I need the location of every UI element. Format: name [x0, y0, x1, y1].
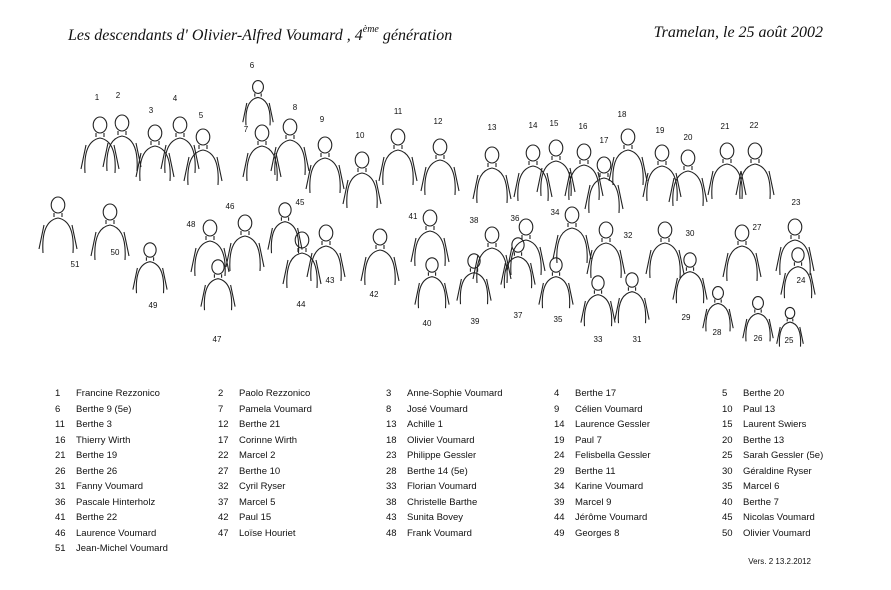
legend-entry: [386, 526, 554, 542]
legend-entry: [55, 495, 218, 511]
legend-name: Philippe Gessler: [407, 450, 477, 461]
legend-name: Berthe 14 (5e): [407, 465, 468, 477]
legend-number: 27: [218, 465, 229, 477]
person-number-label: 49: [148, 301, 158, 310]
legend-name: Berthe 19: [76, 450, 118, 461]
legend-number: 32: [218, 481, 229, 492]
legend-number: 29: [554, 465, 565, 477]
person-number-label: 40: [422, 319, 432, 328]
person-number-label: 43: [325, 276, 335, 285]
legend-name: Berthe 17: [575, 388, 617, 399]
legend-number: 8: [386, 403, 392, 415]
person-number-label: 18: [617, 110, 627, 119]
person-figure: [473, 147, 511, 203]
person-figure: [191, 220, 229, 276]
person-figure: [283, 232, 321, 288]
person-number-label: 27: [752, 223, 762, 232]
person-number-label: 4: [172, 94, 178, 103]
legend-name: Fanny Voumard: [76, 481, 144, 492]
legend-name: Anne-Sophie Voumard: [407, 388, 503, 399]
person-number-label: 37: [513, 311, 523, 320]
title-generation-superscript: ème: [362, 24, 379, 35]
person-number-label: 30: [685, 229, 695, 238]
legend-number: 10: [722, 403, 733, 415]
legend-entry: [218, 464, 386, 480]
person-number-label: 9: [319, 115, 325, 124]
person-number-label: 34: [550, 208, 560, 217]
legend-name: Berthe 11: [575, 465, 616, 477]
legend-name: Francine Rezzonico: [76, 388, 160, 399]
person-figure: [587, 222, 625, 278]
legend-number: 26: [55, 465, 66, 477]
person-figure: [184, 129, 222, 185]
legend-name: Laurent Swiers: [743, 419, 807, 430]
legend-name: Christelle Barthe: [407, 496, 478, 508]
legend: [55, 386, 832, 557]
legend-entry: [386, 433, 554, 449]
person-figure: [643, 145, 681, 201]
legend-name: Marcel 9: [575, 496, 612, 508]
legend-name: Jean-Michel Voumard: [76, 543, 168, 554]
legend-name: Célien Voumard: [575, 403, 643, 415]
legend-number: 34: [554, 481, 565, 492]
legend-name: José Voumard: [407, 403, 468, 415]
person-number-label: 8: [292, 103, 298, 112]
legend-name: Paul 7: [575, 434, 602, 446]
legend-name: Achille 1: [407, 419, 443, 430]
legend-entry: [722, 464, 832, 480]
person-number-label: 17: [599, 136, 609, 145]
legend-number: 41: [55, 512, 66, 523]
legend-entry: [218, 386, 386, 402]
legend-number: 12: [218, 419, 229, 430]
legend-number: 7: [218, 403, 224, 415]
legend-entry: [55, 433, 218, 449]
person-number-label: 28: [712, 328, 722, 337]
legend-name: Berthe 21: [239, 419, 281, 430]
person-number-label: 16: [578, 122, 588, 131]
legend-entry: [386, 402, 554, 418]
legend-number: 33: [386, 481, 397, 492]
person-figure: [39, 197, 77, 253]
legend-name: Berthe 9 (5e): [76, 403, 132, 415]
legend-entry: [218, 510, 386, 526]
legend-number: 49: [554, 527, 565, 539]
legend-number: 37: [218, 496, 229, 508]
legend-number: 38: [386, 496, 397, 508]
legend-number: 15: [722, 419, 733, 430]
legend-entry: [722, 448, 832, 464]
legend-name: Berthe 10: [239, 465, 281, 477]
person-figure: [507, 219, 545, 275]
legend-entry: [386, 495, 554, 511]
person-figure: [673, 253, 707, 303]
legend-entry: [386, 417, 554, 433]
person-number-label: 33: [593, 335, 603, 344]
legend-name: Olivier Voumard: [407, 434, 475, 446]
person-number-label: 50: [110, 248, 120, 257]
legend-number: 45: [722, 512, 733, 523]
legend-entry: [55, 386, 218, 402]
legend-entry: [386, 479, 554, 495]
title-generation-word: génération: [382, 27, 453, 44]
legend-number: 21: [55, 450, 66, 461]
legend-number: 51: [55, 543, 66, 554]
person-number-label: 36: [510, 214, 520, 223]
person-figure: [161, 117, 199, 173]
legend-number: 39: [554, 496, 565, 508]
person-number-label: 31: [632, 335, 642, 344]
legend-entry: [218, 526, 386, 542]
person-number-label: 48: [186, 220, 196, 229]
legend-entry: [722, 386, 832, 402]
person-number-label: 5: [198, 111, 204, 120]
legend-entry: [722, 526, 832, 542]
person-number-label: 35: [553, 315, 563, 324]
legend-entry: [554, 495, 722, 511]
legend-name: Paul 15: [239, 512, 272, 523]
legend-number: 4: [554, 388, 560, 399]
person-number-label: 38: [469, 216, 479, 225]
place-date: Tramelan, le 25 août 2002: [653, 24, 823, 41]
legend-number: 17: [218, 434, 229, 446]
person-figure: [307, 225, 345, 281]
legend-entry: [55, 541, 218, 557]
person-figure: [457, 254, 491, 304]
legend-number: 42: [218, 512, 229, 523]
legend-name: Pascale Hinterholz: [76, 496, 156, 508]
legend-number: 44: [554, 512, 565, 523]
legend-number: 5: [722, 388, 728, 399]
legend-number: 31: [55, 481, 66, 492]
person-number-label: 6: [249, 61, 255, 70]
person-number-label: 22: [749, 121, 759, 130]
legend-entry: [55, 402, 218, 418]
legend-entry: [554, 510, 722, 526]
person-figure: [133, 243, 167, 293]
person-number-label: 10: [355, 131, 365, 140]
person-number-label: 32: [623, 231, 633, 240]
person-figure: [776, 219, 814, 275]
legend-entry: [554, 417, 722, 433]
legend-number: 43: [386, 512, 397, 523]
legend-number: 25: [722, 450, 733, 461]
person-figure: [581, 276, 615, 326]
legend-number: 40: [722, 496, 733, 508]
person-number-label: 12: [433, 117, 443, 126]
legend-entry: [722, 417, 832, 433]
legend-entry: [55, 417, 218, 433]
person-figure: [703, 287, 733, 332]
legend-entry: [722, 433, 832, 449]
person-number-label: 46: [225, 202, 235, 211]
legend-name: Paolo Rezzonico: [239, 388, 311, 399]
legend-entry: [218, 402, 386, 418]
person-number-label: 13: [487, 123, 497, 132]
title-generation-number: 4: [354, 27, 363, 44]
legend-number: 9: [554, 403, 560, 415]
legend-entry: [554, 464, 722, 480]
person-number-label: 51: [70, 260, 80, 269]
legend-name: Marcel 2: [239, 450, 276, 461]
person-figure: [609, 129, 647, 185]
person-number-label: 21: [720, 122, 730, 131]
legend-entry: [554, 526, 722, 542]
legend-number: 14: [554, 419, 565, 430]
legend-entry: [554, 402, 722, 418]
person-figure: [81, 117, 119, 173]
legend-name: Georges 8: [575, 527, 620, 539]
legend-number: 24: [554, 450, 565, 461]
person-number-label: 24: [796, 276, 806, 285]
legend-number: 16: [55, 434, 66, 446]
legend-name: Karine Voumard: [575, 481, 644, 492]
legend-number: 20: [722, 434, 733, 446]
person-figure: [723, 225, 761, 281]
legend-number: 28: [386, 465, 397, 477]
person-number-label: 45: [295, 198, 305, 207]
legend-entry: [218, 495, 386, 511]
person-number-label: 15: [549, 119, 559, 128]
legend-number: 46: [55, 527, 66, 539]
legend-entry: [722, 510, 832, 526]
person-figure: [243, 81, 273, 126]
legend-entry: [218, 417, 386, 433]
legend-name: Berthe 7: [743, 496, 779, 508]
person-number-label: 47: [212, 335, 222, 344]
legend-entry: [218, 448, 386, 464]
legend-number: 35: [722, 481, 733, 492]
person-figure: [343, 152, 381, 208]
person-figure: [306, 137, 344, 193]
person-number-label: 7: [243, 125, 249, 134]
person-figure: [514, 145, 552, 201]
legend-name: Sunita Bovey: [407, 512, 463, 523]
person-number-label: 26: [753, 334, 763, 343]
legend-name: Berthe 20: [743, 388, 785, 399]
legend-entry: [554, 448, 722, 464]
legend-number: 22: [218, 450, 229, 461]
person-number-label: 2: [115, 91, 121, 100]
legend-entry: [722, 479, 832, 495]
person-figure: [415, 258, 449, 308]
person-number-label: 11: [393, 107, 403, 116]
legend-name: Olivier Voumard: [743, 527, 811, 539]
legend-name: Loïse Houriet: [239, 527, 296, 539]
legend-name: Frank Voumard: [407, 527, 472, 539]
person-figure: [379, 129, 417, 185]
legend-number: 23: [386, 450, 397, 461]
legend-entry: [218, 433, 386, 449]
person-figure: [615, 273, 649, 323]
legend-number: 11: [55, 419, 65, 430]
legend-number: 1: [55, 388, 61, 399]
person-figure: [226, 215, 264, 271]
legend-number: 19: [554, 434, 565, 446]
legend-entry: [55, 464, 218, 480]
legend-entry: [55, 526, 218, 542]
legend-entry: [722, 402, 832, 418]
legend-name: Paul 13: [743, 403, 776, 415]
legend-entry: [386, 448, 554, 464]
title-main: Les descendants d' Olivier-Alfred Voumard ,: [68, 27, 351, 44]
legend-name: Marcel 6: [743, 481, 780, 492]
legend-entry: [386, 510, 554, 526]
person-number-label: 1: [94, 93, 100, 102]
person-number-label: 19: [655, 126, 665, 135]
legend-entry: [218, 479, 386, 495]
person-number-label: 25: [784, 336, 794, 345]
document-title: [68, 24, 452, 45]
legend-name: Pamela Voumard: [239, 403, 312, 415]
legend-entry: [722, 495, 832, 511]
legend-name: Berthe 3: [76, 419, 112, 430]
legend-entry: [554, 433, 722, 449]
legend-name: Jérôme Voumard: [575, 512, 648, 523]
legend-name: Laurence Voumard: [76, 527, 157, 539]
legend-entry: [55, 510, 218, 526]
legend-entry: [55, 448, 218, 464]
legend-number: 30: [722, 465, 733, 477]
legend-name: Berthe 22: [76, 512, 118, 523]
person-number-label: 44: [296, 300, 306, 309]
legend-number: 47: [218, 527, 229, 539]
legend-number: 50: [722, 527, 733, 539]
legend-entry: [386, 386, 554, 402]
legend-name: Cyril Ryser: [239, 481, 286, 492]
person-figure: [646, 222, 684, 278]
legend-name: Felisbella Gessler: [575, 450, 651, 461]
person-number-label: 42: [369, 290, 379, 299]
person-figure: [585, 157, 623, 213]
person-number-label: 3: [148, 106, 154, 115]
person-number-label: 20: [683, 133, 693, 142]
legend-entry: [386, 464, 554, 480]
legend-name: Marcel 5: [239, 496, 276, 508]
legend-name: Sarah Gessler (5e): [743, 450, 824, 461]
legend-name: Corinne Wirth: [239, 434, 298, 446]
legend-entry: [554, 386, 722, 402]
legend-name: Nicolas Voumard: [743, 512, 815, 523]
legend-name: Berthe 13: [743, 434, 785, 446]
group-photo-sketch: [0, 55, 891, 355]
legend-entry: [554, 479, 722, 495]
person-figure: [421, 139, 459, 195]
person-number-label: 14: [528, 121, 538, 130]
legend-name: Florian Voumard: [407, 481, 477, 492]
legend-number: 6: [55, 403, 61, 415]
legend-name: Géraldine Ryser: [743, 465, 812, 477]
legend-number: 36: [55, 496, 66, 508]
person-figure: [136, 125, 174, 181]
legend-number: 18: [386, 434, 397, 446]
person-number-label: 23: [791, 198, 801, 207]
version-note: Vers. 2 13.2.2012: [748, 557, 811, 566]
legend-entry: [55, 479, 218, 495]
legend-name: Laurence Gessler: [575, 419, 650, 430]
person-number-label: 39: [470, 317, 480, 326]
person-figure: [361, 229, 399, 285]
legend-name: Berthe 26: [76, 465, 118, 477]
legend-number: 48: [386, 527, 397, 539]
legend-number: 3: [386, 388, 392, 399]
legend-name: Thierry Wirth: [76, 434, 131, 446]
person-number-label: 29: [681, 313, 691, 322]
legend-number: 2: [218, 388, 224, 399]
legend-number: 13: [386, 419, 397, 430]
person-number-label: 41: [408, 212, 418, 221]
